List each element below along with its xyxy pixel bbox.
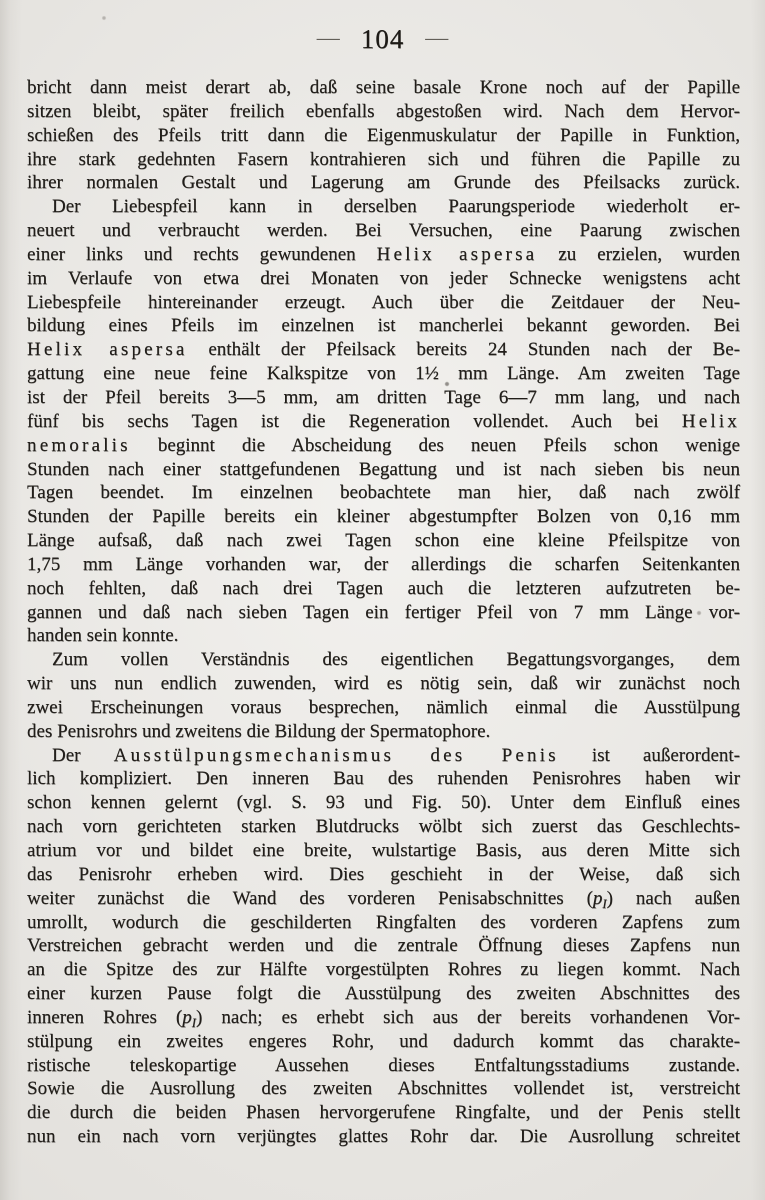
text-line [27,386,740,410]
text-line [27,839,740,863]
body-text: ist der Pfeil bereits 3—5 mm, am dritten Tage 6—7 mm lang, und nach [27,386,740,408]
body-text: nach vorn gerichteten starken Blutdrucks wölbt sich zuerst das Geschlechts- [27,816,740,838]
math-notation: p [182,1006,192,1028]
text-line [27,219,740,243]
text-line [27,124,740,148]
body-text: die durch die beiden Phasen hervorgerufene Ringfalte, und der Penis stellt [27,1102,740,1124]
body-text: Der [52,744,114,766]
text-line [27,601,740,625]
body-text: Tagen beendet. Im einzelnen beobachtete man hier, daß nach zwölf [27,482,740,504]
letterspaced-text: Ausstülpungsmechanismus des Penis [113,744,559,766]
body-text: Liebespfeile hintereinander erzeugt. Auch über die Zeitdauer der Neu- [27,291,740,313]
text-line [27,624,740,648]
body-text: bricht dann meist derart ab, daß seine basale Krone noch auf der Papille [27,77,740,98]
text-line [27,791,740,815]
math-notation: I [602,896,607,911]
body-text: des Penisrohrs und zweitens die Bildung der Spermatophore. [27,720,491,742]
body-text: nun ein nach vorn verjüngtes glattes Rohr dar. Die Ausrollung schreitet [27,1126,740,1148]
text-line [27,767,740,791]
text-line [27,243,740,267]
body-text: enthält der Pfeilsack bereits 24 Stunden nach der Be- [187,339,740,361]
text-line [27,648,740,672]
body-text: Sowie die Ausrollung des zweiten Abschnittes vollendet ist, verstreicht [27,1078,740,1100]
letterspaced-text: Helix [681,410,740,432]
body-text: an die Spitze des zur Hälfte vorgestülpten Rohres zu liegen kommt. Nach [27,959,740,981]
text-line [27,744,740,768]
body-text: zu erzielen, wurden [537,243,740,265]
body-text: atrium vor und bildet eine breite, wulstartige Basis, aus deren Mitte sich [27,840,740,861]
body-text: Der Liebespfeil kann in derselben Paarungsperiode wiederholt er- [52,196,740,218]
body-text: ist außerordent- [558,744,740,766]
text-line [27,1101,740,1125]
body-text: Zum vollen Verständnis des eigentlichen Begattungsvorganges, dem [52,649,740,671]
text-line [27,863,740,887]
body-text: ristische teleskopartige Aussehen dieses Entfaltungsstadiums zustande. [27,1054,740,1076]
body-text: fünf bis sechs Tagen ist die Regeneration vollendet. Auch bei [27,410,682,432]
page-number: 104 [360,24,405,54]
page-header [0,24,765,55]
text-line [27,672,740,696]
body-text: ) nach; es erhebt sich aus der bereits vorhandenen Vor- [195,1006,740,1028]
body-text: sitzen bleibt, später freilich ebenfalls abgestoßen wird. Nach dem Hervor- [27,100,740,122]
body-text: handen sein konnte. [27,625,179,647]
body-text: einer kurzen Pause folgt die Ausstülpung des zweiten Abschnittes des [27,983,740,1005]
body-text: ihrer normalen Gestalt und Lagerung am Grunde des Pfeilsacks zurück. [27,172,740,194]
text-line [27,291,740,315]
math-notation: I [191,1015,196,1030]
letterspaced-text: Helix aspersa [376,243,538,265]
text-line [27,1077,740,1101]
text-line [27,1125,740,1149]
text-line [27,1054,740,1078]
text-line [27,434,740,458]
body-text: gannen und daß nach sieben Tagen ein fertiger Pfeil von 7 mm Länge vor- [27,601,740,623]
text-line [27,410,740,434]
text-line [27,481,740,505]
text-line [27,720,740,744]
header-dash-left: — [316,25,340,50]
text-line [27,505,740,529]
body-text: umrollt, wodurch die geschilderten Ringfalten des vorderen Zapfens zum [27,911,740,933]
body-text: 1,75 mm Länge vorhanden war, der allerdings die scharfen Seitenkanten [27,553,740,575]
body-text: Stunden nach einer stattgefundenen Begattung und ist nach sieben bis neun [27,458,740,480]
body-text: stülpung ein zweites engeres Rohr, und dadurch kommt das charakte- [27,1030,740,1052]
text-line [27,171,740,195]
body-text: inneren Rohres ( [27,1006,183,1028]
body-text: im Verlaufe von etwa drei Monaten von jeder Schnecke wenigstens acht [27,267,740,289]
text-line [27,100,740,124]
body-text: einer links und rechts gewundenen [27,243,377,265]
body-text: schon kennen gelernt (vgl. S. 93 und Fig. 50). Unter dem Einfluß eines [27,792,740,814]
text-line [27,982,740,1006]
body-text: gattung eine neue feine Kalkspitze von 1½ mm Länge. Am zweiten Tage [27,363,740,385]
text-line [27,529,740,553]
body-text: Verstreichen gebracht werden und die zentrale Öffnung dieses Zapfens nun [27,935,740,957]
text-line [27,458,740,482]
body-text: beginnt die Abscheidung des neuen Pfeils schon wenige [130,434,740,456]
body-text: bildung eines Pfeils im einzelnen ist mancherlei bekannt geworden. Bei [27,315,740,337]
text-line [27,195,740,219]
letterspaced-text: nemoralis [27,434,131,456]
body-text: wir uns nun endlich zuwenden, wird es nötig sein, daß wir zunächst noch [27,673,740,695]
body-text: schießen des Pfeils tritt dann die Eigenmuskulatur der Papille in Funktion, [27,124,740,146]
body-text: weiter zunächst die Wand des vorderen Penisabschnittes ( [27,887,593,909]
text-line [27,338,740,362]
text-line [27,934,740,958]
body-text: das Penisrohr erheben wird. Dies geschieht in der Weise, daß sich [27,863,740,885]
text-line [27,887,740,911]
body-text: neuert und verbraucht werden. Bei Versuchen, eine Paarung zwischen [27,220,740,242]
text-line [27,553,740,577]
text-line [27,76,740,100]
text-line [27,577,740,601]
text-line [27,314,740,338]
body-text: ) nach außen [606,887,741,909]
body-text: lich kompliziert. Den inneren Bau des ruhenden Penisrohres haben wir [27,768,740,790]
body-text: zwei Erscheinungen voraus besprechen, nämlich einmal die Ausstülpung [27,696,740,718]
body-text: Länge aufsaß, daß nach zwei Tagen schon eine kleine Pfeilspitze von [27,530,740,552]
text-line [27,148,740,172]
body-text: ihre stark gedehnten Fasern kontrahieren sich und führen die Papille zu [27,148,740,170]
text-line [27,815,740,839]
text-line [27,267,740,291]
text-line [27,696,740,720]
text-line [27,362,740,386]
math-notation: p [592,887,603,909]
body-text: Stunden der Papille bereits ein kleiner abgestumpfter Bolzen von 0,16 mm [27,506,740,528]
letterspaced-text: Helix aspersa [27,339,188,361]
text-line [27,1006,740,1030]
header-dash-right: — [425,25,449,50]
text-line [27,1030,740,1054]
page-text [27,76,740,1149]
text-line [27,958,740,982]
body-text: noch fehlten, daß nach drei Tagen auch die letzteren aufzutreten be- [27,577,740,599]
text-line [27,911,740,935]
